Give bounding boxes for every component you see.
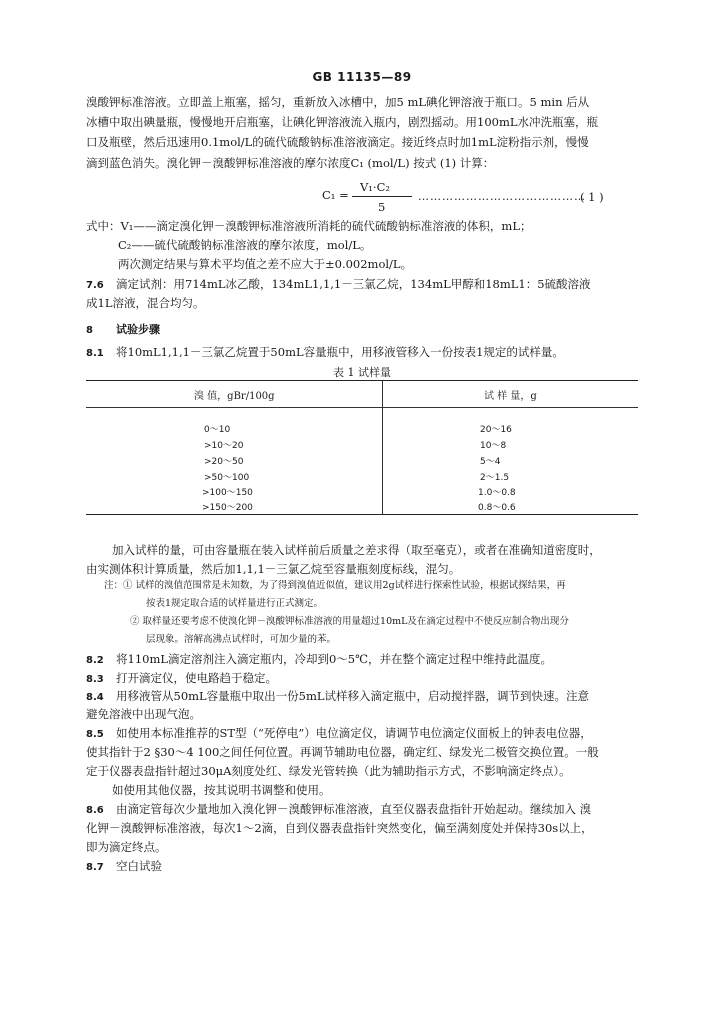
section-7-6-cont: 成1L溶液，混合均匀。 bbox=[86, 296, 205, 310]
table-cell-amount: 10～8 bbox=[480, 441, 507, 451]
section-number: 8.5 bbox=[86, 729, 104, 740]
section-8-6 bbox=[86, 802, 591, 818]
table-cell-range: >100～150 bbox=[202, 488, 253, 498]
where-line: 式中：V₁——滴定溴化钾－溴酸钾标准溶液所消耗的硫代硫酸钠标准溶液的体积，mL； bbox=[86, 219, 532, 233]
section-text: 打开滴定仪，使电路趋于稳定。 bbox=[116, 671, 277, 685]
formula-lhs: C₁ = bbox=[322, 188, 349, 202]
section-text: 滴定试剂：用714mL冰乙酸，134mL1,1,1－三氯乙烷，134mL甲醇和18mL1：5硫酸溶液 bbox=[116, 277, 591, 291]
section-number: 8.1 bbox=[86, 348, 104, 359]
table-header-row bbox=[86, 381, 638, 408]
section-number: 8.6 bbox=[86, 805, 104, 816]
paragraph-line: 冰槽中取出碘量瓶，慢慢地开启瓶塞，让碘化钾溶液流入瓶内，剧烈摇动。用100mL水冲洗瓶塞，瓶 bbox=[86, 115, 598, 129]
table-header-sample-amount: 试 样 量，g bbox=[484, 391, 537, 402]
page-header: GB 11135—89 bbox=[312, 70, 412, 84]
where-line: C₂——硫代硫酸钠标准溶液的摩尔浓度，mol/L。 bbox=[118, 238, 372, 252]
paragraph-line: 口及瓶壁，然后迅速用0.1mol/L的硫代硫酸钠标准溶液滴定。接近终点时加1mL淀粉指示剂，慢慢 bbox=[86, 135, 589, 149]
section-text: 空白试验 bbox=[116, 859, 162, 873]
section-8-4 bbox=[86, 689, 589, 705]
note-line: ② 取样量还要考虑不使溴化钾－溴酸钾标准溶液的用量超过10mL及在滴定过程中不使反应制合物出现分 bbox=[130, 616, 569, 627]
section-number: 8.3 bbox=[86, 674, 104, 685]
formula-equation-number: ( 1 ) bbox=[580, 190, 604, 204]
section-text: 如使用本标准推荐的ST型（“死停电”）电位滴定仪，请调节电位滴定仪面板上的钟表电位器， bbox=[116, 726, 592, 740]
formula-numerator: V₁·C₂ bbox=[360, 180, 390, 194]
table-cell-range: >50～100 bbox=[204, 473, 250, 483]
table-cell-range: >10～20 bbox=[204, 441, 244, 451]
section-text: 将110mL滴定溶剂注入滴定瓶内，冷却到0～5℃，并在整个滴定过程中维持此温度。 bbox=[116, 652, 552, 666]
sample-amount-table bbox=[86, 380, 638, 515]
paragraph-line: 溴酸钾标准溶液。立即盖上瓶塞，摇匀，重新放入冰槽中，加5 mL碘化钾溶液于瓶口。5 min 后从 bbox=[86, 95, 590, 109]
table-cell-range: 0～10 bbox=[204, 425, 231, 435]
section-number: 8 bbox=[86, 325, 93, 336]
paragraph-line: 加入试样的量，可由容量瓶在装入试样前后质量之差求得（取至毫克），或者在准确知道密度时， bbox=[112, 543, 601, 557]
section-8-4-cont: 避免溶液中出现气泡。 bbox=[86, 707, 201, 721]
table-cell-amount: 20～16 bbox=[480, 425, 512, 435]
table-cell-range: >150～200 bbox=[202, 503, 253, 513]
section-8-2 bbox=[86, 652, 552, 668]
section-8-5-cont: 如使用其他仪器，按其说明书调整和使用。 bbox=[112, 783, 331, 797]
table-header-bromine-value: 溴 值，gBr/100g bbox=[194, 391, 275, 402]
section-8-5 bbox=[86, 726, 592, 742]
section-number: 8.4 bbox=[86, 692, 104, 703]
section-number: 8.7 bbox=[86, 862, 104, 873]
section-7-6 bbox=[86, 277, 591, 293]
paragraph-line: 由实测体积计算质量，然后加1,1,1－三氯乙烷至容量瓶刻度标线，混匀。 bbox=[86, 562, 461, 576]
note-line: 按表1规定取合适的试样量进行正式测定。 bbox=[146, 598, 324, 609]
table-caption: 表 1 试样量 bbox=[333, 366, 391, 379]
table-cell-range: >20～50 bbox=[204, 457, 244, 467]
section-text: 用移液管从50mL容量瓶中取出一份5mL试样移入滴定瓶中，启动搅拌器，调节到快速。注意 bbox=[116, 689, 590, 703]
section-8-5-cont: 使其指针于2 §30～4 100之间任何位置。再调节辅助电位器，确定红、绿发光二极管交换位置。一般 bbox=[86, 745, 599, 759]
section-8-5-cont: 定于仪器表盘指针超过30μA刻度处红、绿发光管转换（此为辅助指示方式，不影响滴定终点）。 bbox=[86, 764, 571, 778]
section-8-heading bbox=[86, 322, 160, 338]
note-line: 注：① 试样的溴值范围常是未知数，为了得到溴值近似值，建议用2g试样进行探索性试验，根据试探结果，再 bbox=[104, 580, 566, 591]
section-text: 由滴定管每次少量地加入溴化钾－溴酸钾标准溶液，直至仪器表盘指针开始起动。继续加入 溴 bbox=[116, 802, 592, 816]
table-cell-amount: 5～4 bbox=[480, 457, 501, 467]
section-title: 试验步骤 bbox=[116, 323, 160, 336]
where-line: 两次测定结果与算术平均值之差不应大于±0.002mol/L。 bbox=[118, 257, 413, 271]
section-8-7 bbox=[86, 859, 162, 875]
fraction-bar bbox=[352, 196, 412, 197]
section-8-3 bbox=[86, 671, 277, 687]
note-line: 层现象。溶解高沸点试样时，可加少量的苯。 bbox=[146, 634, 337, 645]
section-text: 将10mL1,1,1－三氯乙烷置于50mL容量瓶中，用移液管移入一份按表1规定的试样量。 bbox=[116, 345, 564, 359]
formula-denominator: 5 bbox=[378, 200, 386, 214]
paragraph-line: 滴到蓝色消失。溴化钾－溴酸钾标准溶液的摩尔浓度C₁ (mol/L) 按式 (1) 计算： bbox=[86, 156, 495, 170]
section-8-6-cont: 化钾－溴酸钾标准溶液，每次1～2滴，自到仪器表盘指针突然变化，偏至满刻度处并保持30s以上， bbox=[86, 821, 593, 835]
formula-leader-dots: …………………………………… bbox=[418, 190, 586, 203]
table-cell-amount: 2～1.5 bbox=[480, 473, 510, 483]
section-number: 7.6 bbox=[86, 280, 104, 291]
table-column-divider bbox=[382, 381, 383, 514]
section-8-1 bbox=[86, 345, 564, 361]
section-8-6-cont: 即为滴定终点。 bbox=[86, 840, 167, 854]
table-cell-amount: 0.8～0.6 bbox=[478, 503, 516, 513]
section-number: 8.2 bbox=[86, 655, 104, 666]
table-cell-amount: 1.0～0.8 bbox=[478, 488, 516, 498]
